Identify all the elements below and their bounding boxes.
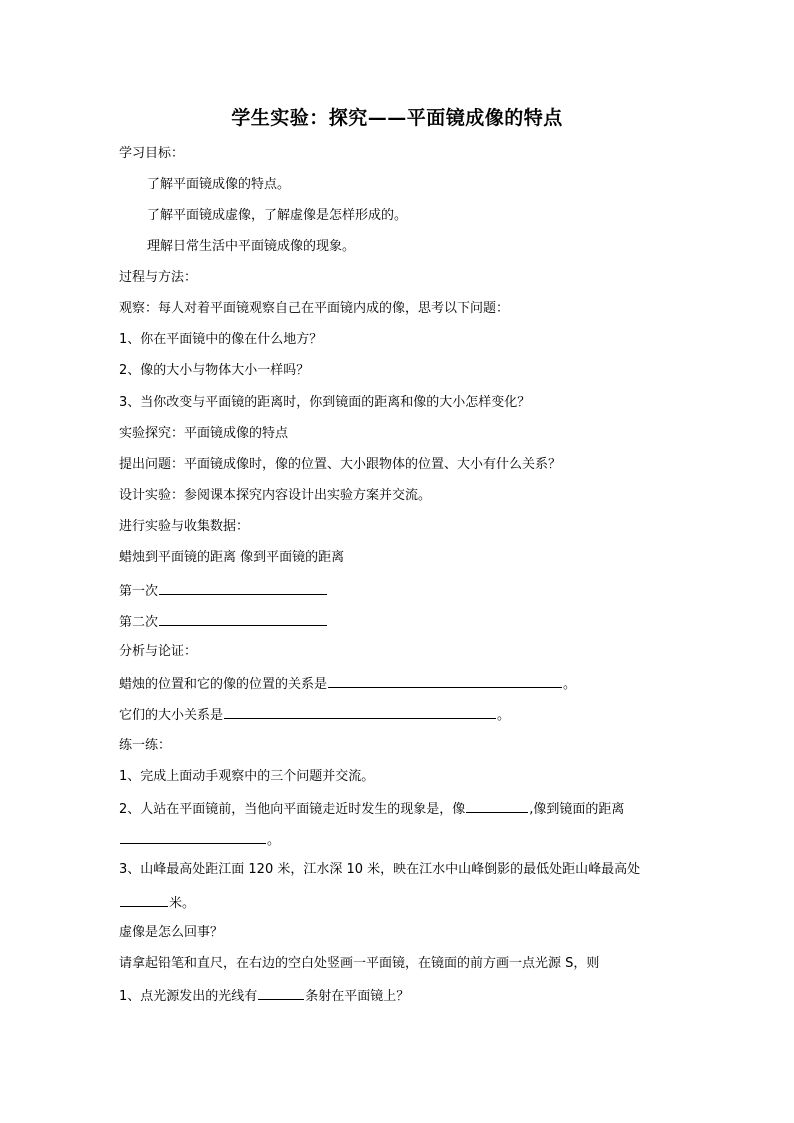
virtual-question-1 xyxy=(119,985,409,1007)
observe-question-2: 2、像的大小与物体大小一样吗？ xyxy=(119,363,310,378)
analysis-size-end: 。 xyxy=(497,708,511,723)
observe-text: 观察：每人对着平面镜观察自己在平面镜内成的像，思考以下问题： xyxy=(119,301,510,316)
page-title: 学生实验：探究——平面镜成像的特点 xyxy=(231,107,563,129)
analysis-label: 分析与论证： xyxy=(119,644,198,659)
experiment-design: 设计实验：参阅课本探究内容设计出实验方案并交流。 xyxy=(119,488,432,503)
practice-3-blank[interactable] xyxy=(120,892,168,907)
practice-2-blank-2[interactable] xyxy=(120,829,266,844)
data-headers: 蜡烛到平面镜的距离 像到平面镜的距离 xyxy=(119,550,345,565)
experiment-label: 实验探究：平面镜成像的特点 xyxy=(119,426,289,441)
analysis-size-text: 它们的大小关系是 xyxy=(119,708,224,723)
practice-2 xyxy=(119,798,624,820)
virtual-q1-blank[interactable] xyxy=(258,985,304,1000)
practice-2-text-a: 2、人站在平面镜前，当他向平面镜走近时发生的现象是，像 xyxy=(119,802,466,817)
practice-2-cont xyxy=(119,829,280,851)
observe-question-1: 1、你在平面镜中的像在什么地方？ xyxy=(119,332,323,347)
data-row-1 xyxy=(119,580,328,602)
practice-1: 1、完成上面动手观察中的三个问题并交流。 xyxy=(119,769,375,784)
virtual-label: 虚像是怎么回事？ xyxy=(119,925,224,940)
analysis-position-end: 。 xyxy=(563,677,577,692)
virtual-q1-text-b: 条射在平面镜上？ xyxy=(305,989,410,1004)
virtual-instruction: 请拿起铅笔和直尺，在右边的空白处竖画一平面镜，在镜面的前方画一点光源 S，则 xyxy=(119,956,600,971)
analysis-position xyxy=(119,673,576,695)
goal-item-1: 了解平面镜成像的特点。 xyxy=(147,177,291,192)
size-blank[interactable] xyxy=(224,704,496,719)
position-blank[interactable] xyxy=(328,673,562,688)
goal-item-3: 理解日常生活中平面镜成像的现象。 xyxy=(147,239,356,254)
experiment-collect: 进行实验与收集数据： xyxy=(119,519,250,534)
practice-2-blank-1[interactable] xyxy=(466,798,528,813)
goal-item-2: 了解平面镜成虚像，了解虚像是怎样形成的。 xyxy=(147,208,408,223)
analysis-size xyxy=(119,704,510,726)
row-1-blank[interactable] xyxy=(159,580,327,595)
goals-label: 学习目标： xyxy=(119,146,185,161)
row-1-label: 第一次 xyxy=(119,584,159,599)
practice-2-text-b: ,像到镜面的距离 xyxy=(529,802,625,817)
practice-3-cont xyxy=(119,892,195,914)
practice-3: 3、山峰最高处距江面 120 米，江水深 10 米，映在江水中山峰倒影的最低处距山峰最高处 xyxy=(119,862,641,877)
analysis-position-text: 蜡烛的位置和它的像的位置的关系是 xyxy=(119,677,328,692)
observe-question-3: 3、当你改变与平面镜的距离时，你到镜面的距离和像的大小怎样变化？ xyxy=(119,395,531,410)
process-label: 过程与方法： xyxy=(119,270,198,285)
practice-2-text-c: 。 xyxy=(267,833,281,848)
data-row-2 xyxy=(119,611,328,633)
experiment-question: 提出问题：平面镜成像时，像的位置、大小跟物体的位置、大小有什么关系？ xyxy=(119,457,562,472)
practice-label: 练一练： xyxy=(119,738,172,753)
practice-3-text-b: 米。 xyxy=(169,896,196,911)
virtual-q1-text-a: 1、点光源发出的光线有 xyxy=(119,989,258,1004)
row-2-label: 第二次 xyxy=(119,615,159,630)
row-2-blank[interactable] xyxy=(159,611,327,626)
